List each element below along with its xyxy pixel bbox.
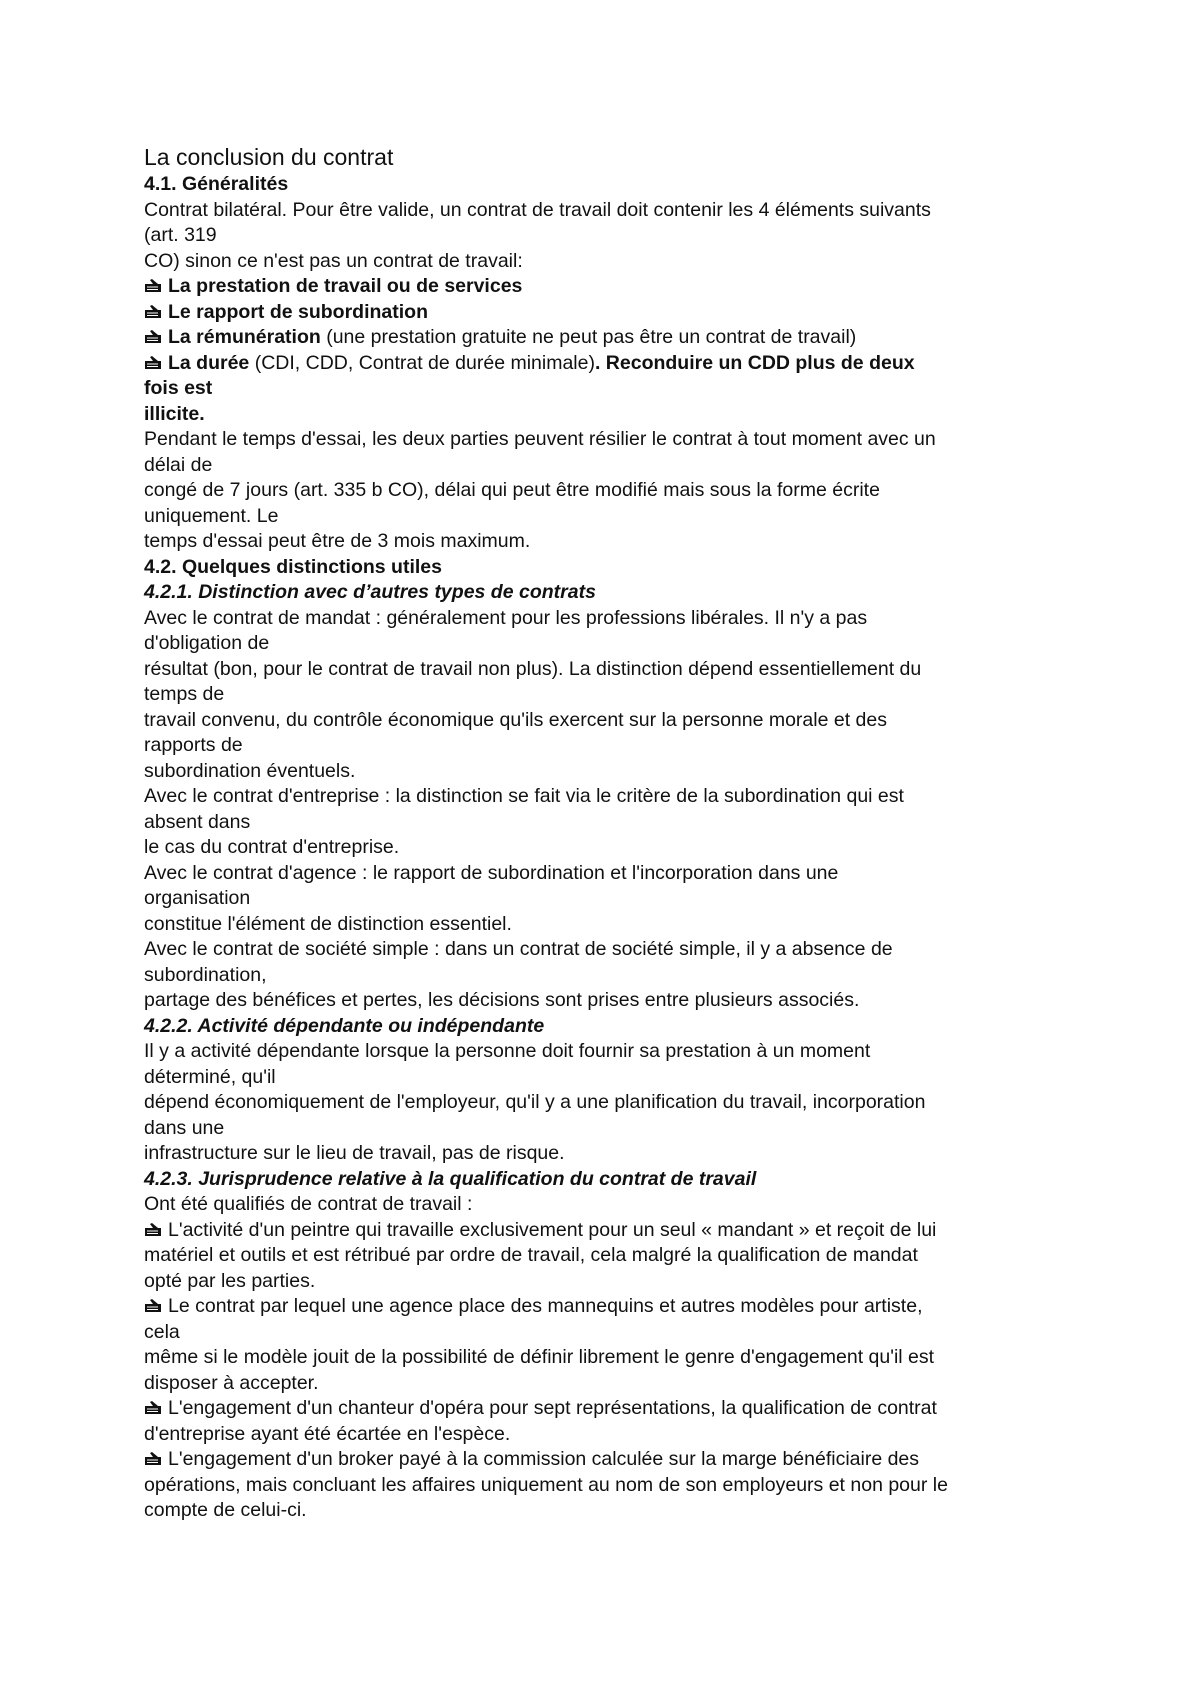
paragraph-line: Avec le contrat d'entreprise : la distinction se fait via le critère de la subordination qui est — [144, 785, 904, 807]
list-item — [144, 351, 1074, 377]
paragraph-line: d'obligation de — [144, 632, 270, 654]
paragraph-line: Pendant le temps d'essai, les deux parties peuvent résilier le contrat à tout moment avec un — [144, 428, 936, 450]
list-item-continuation: matériel et outils et est rétribué par ordre de travail, cela malgré la qualification de mandat — [144, 1244, 918, 1266]
paragraph-line: Avec le contrat d'agence : le rapport de subordination et l'incorporation dans une — [144, 861, 839, 884]
paragraph-line: déterminé, qu'il — [144, 1065, 276, 1088]
list-item-bold-tail: . Reconduire un CDD plus de deux — [594, 351, 915, 374]
list-item-bold: La durée — [168, 351, 250, 374]
paragraph-line: dans une — [144, 1116, 225, 1139]
list-item-text: Le contrat par lequel une agence place des mannequins et autres modèles pour artiste, — [168, 1295, 923, 1317]
heading-4-2-2: 4.2.2. Activité dépendante ou indépendante — [144, 1014, 545, 1037]
list-item-bold: La rémunération — [168, 326, 321, 348]
pointing-hand-icon — [144, 305, 162, 319]
paragraph-line: congé de 7 jours (art. 335 b CO), délai qui peut être modifié mais sous la forme écrite — [144, 479, 880, 501]
paragraph-line: Il y a activité dépendante lorsque la personne doit fournir sa prestation à un moment — [144, 1040, 871, 1062]
pointing-hand-icon — [144, 330, 162, 344]
pointing-hand-icon — [144, 356, 162, 370]
list-item-continuation: compte de celui-ci. — [144, 1499, 307, 1521]
paragraph-line: uniquement. Le — [144, 504, 279, 527]
paragraph-line: temps d'essai peut être de 3 mois maximum. — [144, 530, 531, 552]
list-item-text: L'activité d'un peintre qui travaille exclusivement pour un seul « mandant » et reçoit de lui — [168, 1218, 937, 1241]
paragraph-line: le cas du contrat d'entreprise. — [144, 836, 400, 858]
list-item-text: L'engagement d'un chanteur d'opéra pour sept représentations, la qualification de contrat — [168, 1397, 937, 1419]
pointing-hand-icon — [144, 1452, 162, 1466]
heading-4-1: 4.1. Généralités — [144, 173, 289, 195]
paragraph-line: partage des bénéfices et pertes, les décisions sont prises entre plusieurs associés. — [144, 989, 860, 1011]
paragraph-line: dépend économiquement de l'employeur, qu'il y a une planification du travail, incorporation — [144, 1091, 926, 1113]
paragraph-line: organisation — [144, 887, 251, 909]
pointing-hand-icon — [144, 1299, 162, 1313]
list-item-continuation: illicite. — [144, 402, 205, 425]
paragraph-line: absent dans — [144, 810, 251, 833]
paragraph-line: Avec le contrat de mandat : généralement pour les professions libérales. Il n'y a pas — [144, 606, 868, 629]
list-item — [144, 1447, 1074, 1473]
list-item-text: L'engagement d'un broker payé à la commission calculée sur la marge bénéficiaire des — [168, 1448, 920, 1470]
list-item-continuation: même si le modèle jouit de la possibilité de définir librement le genre d'engagement qu'il est — [144, 1346, 935, 1368]
pointing-hand-icon — [144, 1223, 162, 1237]
paragraph-line: Avec le contrat de société simple : dans un contrat de société simple, il y a absence de — [144, 938, 893, 960]
pointing-hand-icon — [144, 1401, 162, 1415]
paragraph-line: temps de — [144, 683, 225, 705]
list-item-continuation: cela — [144, 1320, 180, 1343]
paragraph-line: subordination, — [144, 963, 267, 986]
pointing-hand-icon — [144, 279, 162, 293]
paragraph-line: travail convenu, du contrôle économique qu'ils exercent sur la personne morale et des — [144, 708, 887, 731]
list-item — [144, 1218, 1074, 1244]
paragraph-line: rapports de — [144, 734, 243, 756]
list-item-rest: (CDI, CDD, Contrat de durée minimale) — [249, 351, 595, 374]
intro-line: Contrat bilatéral. Pour être valide, un contrat de travail doit contenir les 4 éléments suivants — [144, 198, 931, 221]
list-item — [144, 1294, 1074, 1320]
list-item — [144, 300, 1074, 326]
list-item — [144, 1396, 1074, 1422]
document-title: La conclusion du contrat — [144, 144, 394, 170]
heading-4-2-1: 4.2.1. Distinction avec d’autres types de contrats — [144, 581, 596, 603]
paragraph-line: délai de — [144, 453, 213, 476]
document-page — [144, 142, 1074, 1524]
heading-4-2-3: 4.2.3. Jurisprudence relative à la qualification du contrat de travail — [144, 1167, 757, 1190]
paragraph-line: infrastructure sur le lieu de travail, pas de risque. — [144, 1142, 565, 1164]
list-item-continuation: opté par les parties. — [144, 1269, 316, 1292]
list-item — [144, 325, 1074, 351]
list-item-continuation: opérations, mais concluant les affaires uniquement au nom de son employeurs et non pour le — [144, 1473, 948, 1496]
list-item — [144, 274, 1074, 300]
heading-4-2: 4.2. Quelques distinctions utiles — [144, 555, 442, 578]
intro-line: (art. 319 — [144, 224, 217, 246]
list-item-continuation: disposer à accepter. — [144, 1371, 319, 1394]
list-item-bold: Le rapport de subordination — [168, 300, 429, 323]
list-item-bold: La prestation de travail ou de services — [168, 275, 523, 297]
paragraph-line: subordination éventuels. — [144, 759, 356, 782]
intro-line: CO) sinon ce n'est pas un contrat de travail: — [144, 249, 523, 272]
paragraph-line: résultat (bon, pour le contrat de travail non plus). La distinction dépend essentiellement du — [144, 657, 922, 680]
list-item-continuation: d'entreprise ayant été écartée en l'espèce. — [144, 1422, 511, 1445]
paragraph-line: Ont été qualifiés de contrat de travail : — [144, 1193, 473, 1215]
list-item-continuation: fois est — [144, 377, 213, 399]
list-item-rest: (une prestation gratuite ne peut pas être un contrat de travail) — [320, 326, 857, 348]
paragraph-line: constitue l'élément de distinction essentiel. — [144, 912, 512, 935]
